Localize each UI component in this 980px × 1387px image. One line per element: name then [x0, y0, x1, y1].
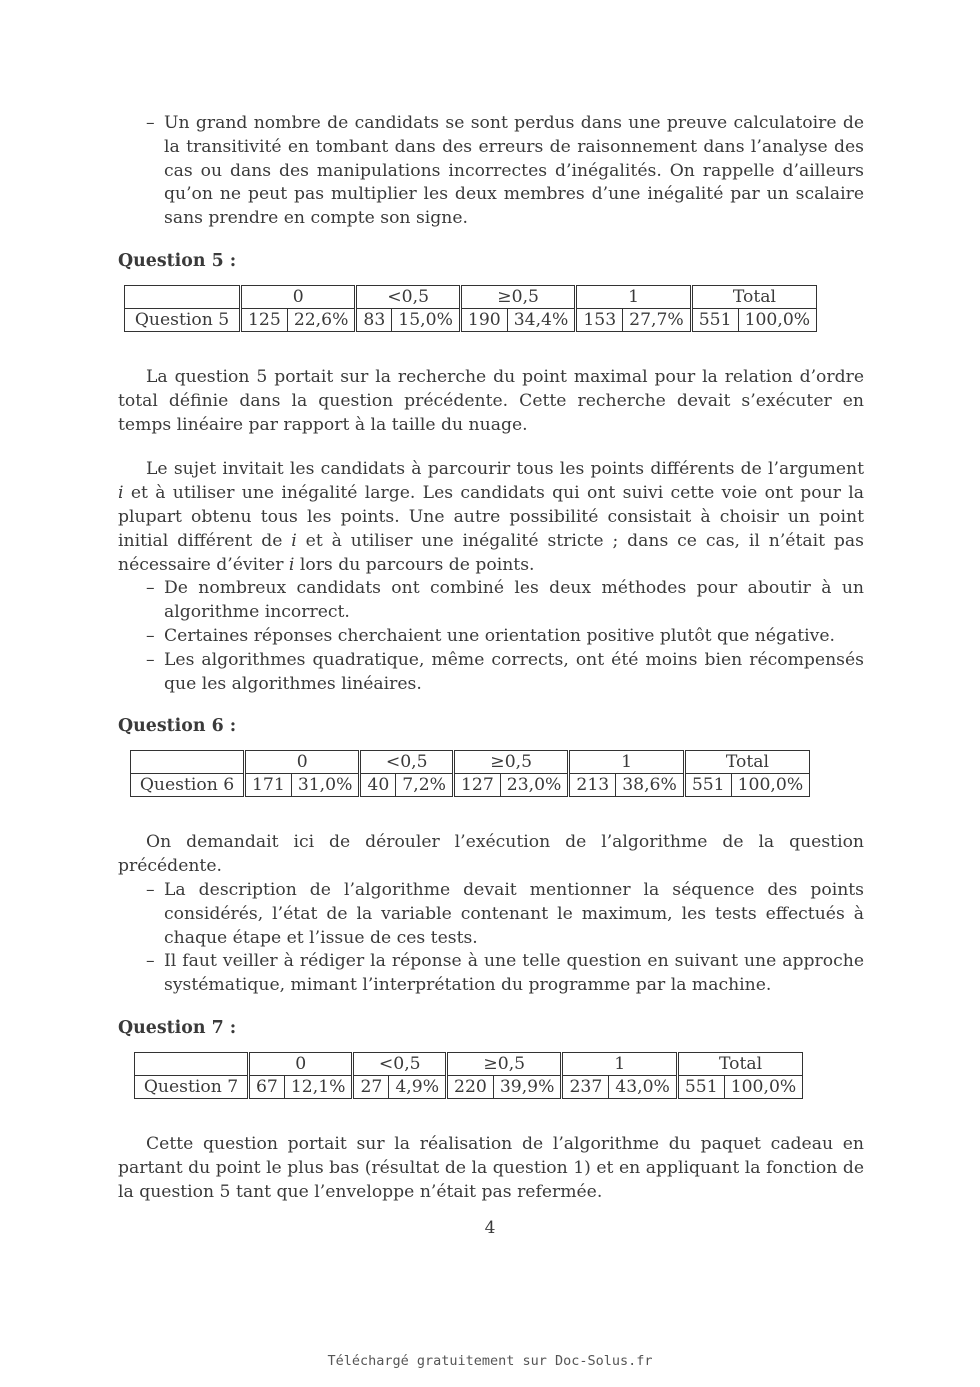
q6-paragraph-1: On demandait ici de dérouler l’exécution de l’algorithme de la question précédente. [118, 832, 864, 877]
q5-bullet-list [118, 577, 864, 696]
question-7-heading: Question 7 : [118, 1017, 237, 1038]
count-cell: 551 [691, 308, 738, 331]
percent-cell: 31,0% [291, 774, 360, 797]
count-cell: 127 [453, 774, 500, 797]
header-0: 0 [241, 285, 356, 308]
question-5-heading: Question 5 : [118, 250, 237, 271]
question-6-heading: Question 6 : [118, 716, 237, 737]
count-cell: 551 [677, 1075, 724, 1098]
count-cell: 213 [569, 774, 616, 797]
header-ge-half: ≥0,5 [453, 751, 568, 774]
question-5-table [124, 285, 817, 332]
count-cell: 220 [447, 1075, 494, 1098]
question-7-table [134, 1052, 803, 1099]
header-lt-half: <0,5 [356, 285, 460, 308]
row-label: Question 6 [131, 774, 245, 797]
header-1: 1 [569, 751, 684, 774]
percent-cell: 100,0% [724, 1075, 803, 1098]
count-cell: 190 [460, 308, 507, 331]
q5-paragraph-1: La question 5 portait sur la recherche du point maximal pour la relation d’ordre total définie dans la question précédente. Cette recherche devait s’exécuter en temps linéaire par rapport à la taille du nuage. [118, 366, 864, 435]
list-item: – De nombreux candidats ont combiné les deux méthodes pour aboutir à un algorithme incorrect. [118, 577, 864, 625]
count-cell: 551 [684, 774, 731, 797]
list-item: – La description de l’algorithme devait mentionner la séquence des points considérés, l’état de la variable contenant le maximum, les tests effectués à chaque étape et l’issue de ces tests. [118, 879, 864, 950]
count-cell: 40 [360, 774, 396, 797]
q7-paragraph-1: Cette question portait sur la réalisation de l’algorithme du paquet cadeau en partant du point le plus bas (résultat de la question 1) et en appliquant la fonction de la question 5 tant que l’enveloppe n’était pas refermée. [118, 1133, 864, 1202]
percent-cell: 23,0% [500, 774, 569, 797]
header-total: Total [677, 1052, 802, 1075]
page-content [118, 112, 864, 1204]
header-lt-half: <0,5 [360, 751, 454, 774]
count-cell: 153 [576, 308, 623, 331]
count-cell: 83 [356, 308, 392, 331]
intro-bullet-list [118, 112, 864, 231]
list-item: – Il faut veiller à rédiger la réponse à une telle question en suivant une approche systématique, mimant l’interprétation du programme par la machine. [118, 950, 864, 998]
row-label: Question 7 [135, 1075, 249, 1098]
header-0: 0 [249, 1052, 353, 1075]
header-lt-half: <0,5 [353, 1052, 447, 1075]
percent-cell: 100,0% [738, 308, 817, 331]
count-cell: 67 [249, 1075, 285, 1098]
count-cell: 27 [353, 1075, 389, 1098]
count-cell: 171 [245, 774, 292, 797]
percent-cell: 27,7% [623, 308, 692, 331]
q6-bullet-list [118, 879, 864, 998]
list-item: – Les algorithmes quadratique, même corrects, ont été moins bien récompensés que les algorithmes linéaires. [118, 649, 864, 697]
page-number: 4 [484, 1218, 496, 1238]
header-total: Total [684, 751, 809, 774]
header-1: 1 [576, 285, 691, 308]
percent-cell: 22,6% [287, 308, 356, 331]
header-ge-half: ≥0,5 [447, 1052, 562, 1075]
header-0: 0 [245, 751, 360, 774]
header-total: Total [691, 285, 816, 308]
download-note: Téléchargé gratuitement sur Doc-Solus.fr [327, 1353, 653, 1369]
count-cell: 125 [241, 308, 288, 331]
percent-cell: 39,9% [493, 1075, 562, 1098]
list-item: – Un grand nombre de candidats se sont perdus dans une preuve calculatoire de la transitivité en tombant dans des erreurs de raisonnement dans l’analyse des cas ou dans des manipulations incorrectes d’inégalités. On rappelle d’ailleurs qu’on ne peut pas multiplier les deux membres d’une inégalité par un scalaire sans prendre en compte son signe. [118, 112, 864, 231]
count-cell: 237 [562, 1075, 609, 1098]
question-6-table [130, 750, 810, 797]
percent-cell: 7,2% [396, 774, 454, 797]
list-item: – Certaines réponses cherchaient une orientation positive plutôt que négative. [118, 625, 864, 649]
row-label: Question 5 [125, 308, 241, 331]
percent-cell: 100,0% [731, 774, 810, 797]
percent-cell: 4,9% [389, 1075, 447, 1098]
q5-paragraph-2: Le sujet invitait les candidats à parcourir tous les points différents de l’argument i et à utiliser une inégalité large. Les candidats qui ont suivi cette voie ont pour la plupart obtenu tous les points. Une autre possibilité consistait à choisir un point initial différent de i et à utiliser une inégalité stricte ; dans ce cas, il n’était pas nécessaire d’éviter i lors du parcours de points. [118, 459, 864, 575]
percent-cell: 38,6% [616, 774, 685, 797]
header-ge-half: ≥0,5 [460, 285, 575, 308]
percent-cell: 12,1% [284, 1075, 353, 1098]
percent-cell: 15,0% [392, 308, 461, 331]
percent-cell: 34,4% [507, 308, 576, 331]
header-1: 1 [562, 1052, 677, 1075]
percent-cell: 43,0% [609, 1075, 678, 1098]
